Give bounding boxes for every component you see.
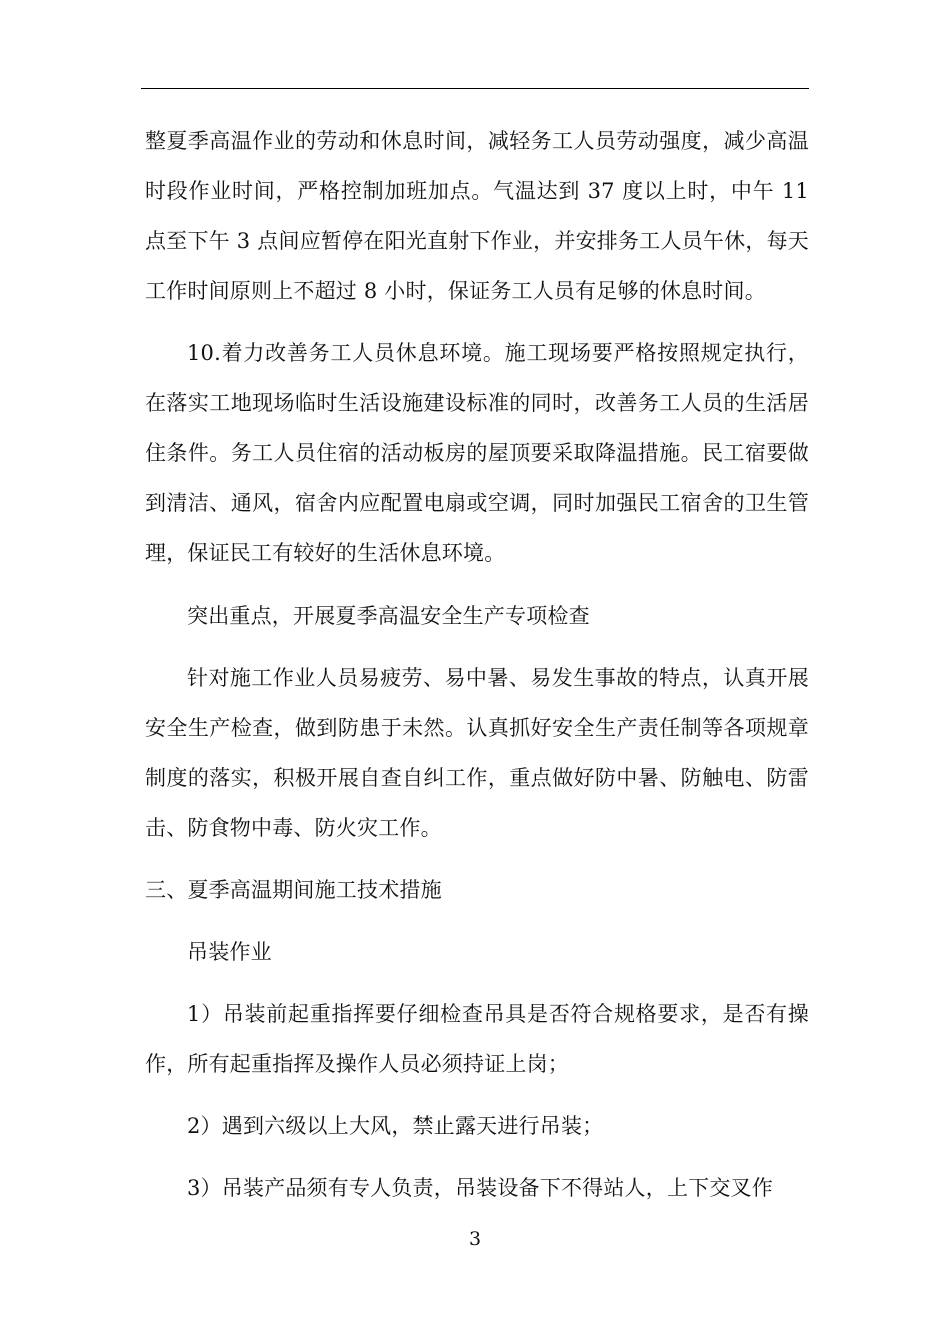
document-body — [145, 116, 809, 1213]
paragraph-inspection: 针对施工作业人员易疲劳、易中暑、易发生事故的特点，认真开展安全生产检查，做到防患于未然。认真抓好安全生产责任制等各项规章制度的落实，积极开展自查自纠工作，重点做好防中暑、防触电、防雷击、防食物中毒、防火灾工作。 — [145, 666, 809, 840]
list-item-lifting-2: 2）遇到六级以上大风，禁止露天进行吊装； — [187, 1114, 604, 1138]
page-number: 3 — [468, 1228, 482, 1250]
paragraph-work-hours: 整夏季高温作业的劳动和休息时间，减轻务工人员劳动强度，减少高温时段作业时间，严格控制加班加点。气温达到 37 度以上时，中午 11 点至下午 3 点间应暂停在阳光直射下作业，并安排务工人员午休，每天工作时间原则上不超过 8 小时，保证务工人员有足够的休息时间。 — [145, 129, 809, 303]
section-heading-inspection: 突出重点，开展夏季高温安全生产专项检查 — [187, 604, 590, 628]
list-item-lifting-3: 3）吊装产品须有专人负责，吊装设备下不得站人，上下交叉作 — [187, 1176, 773, 1200]
list-item-lifting-1: 1）吊装前起重指挥要仔细检查吊具是否符合规格要求，是否有操作，所有起重指挥及操作人员必须持证上岗； — [145, 1002, 809, 1076]
section-heading-technical-measures: 三、夏季高温期间施工技术措施 — [145, 878, 442, 902]
subheading-lifting: 吊装作业 — [187, 940, 272, 964]
paragraph-rest-environment: 10.着力改善务工人员休息环境。施工现场要严格按照规定执行，在落实工地现场临时生活设施建设标准的同时，改善务工人员的生活居住条件。务工人员住宿的活动板房的屋顶要采取降温措施。民工宿要做到清洁、通风，宿舍内应配置电扇或空调，同时加强民工宿舍的卫生管理，保证民工有较好的生活休息环境。 — [145, 341, 809, 565]
header-rule — [141, 88, 809, 89]
